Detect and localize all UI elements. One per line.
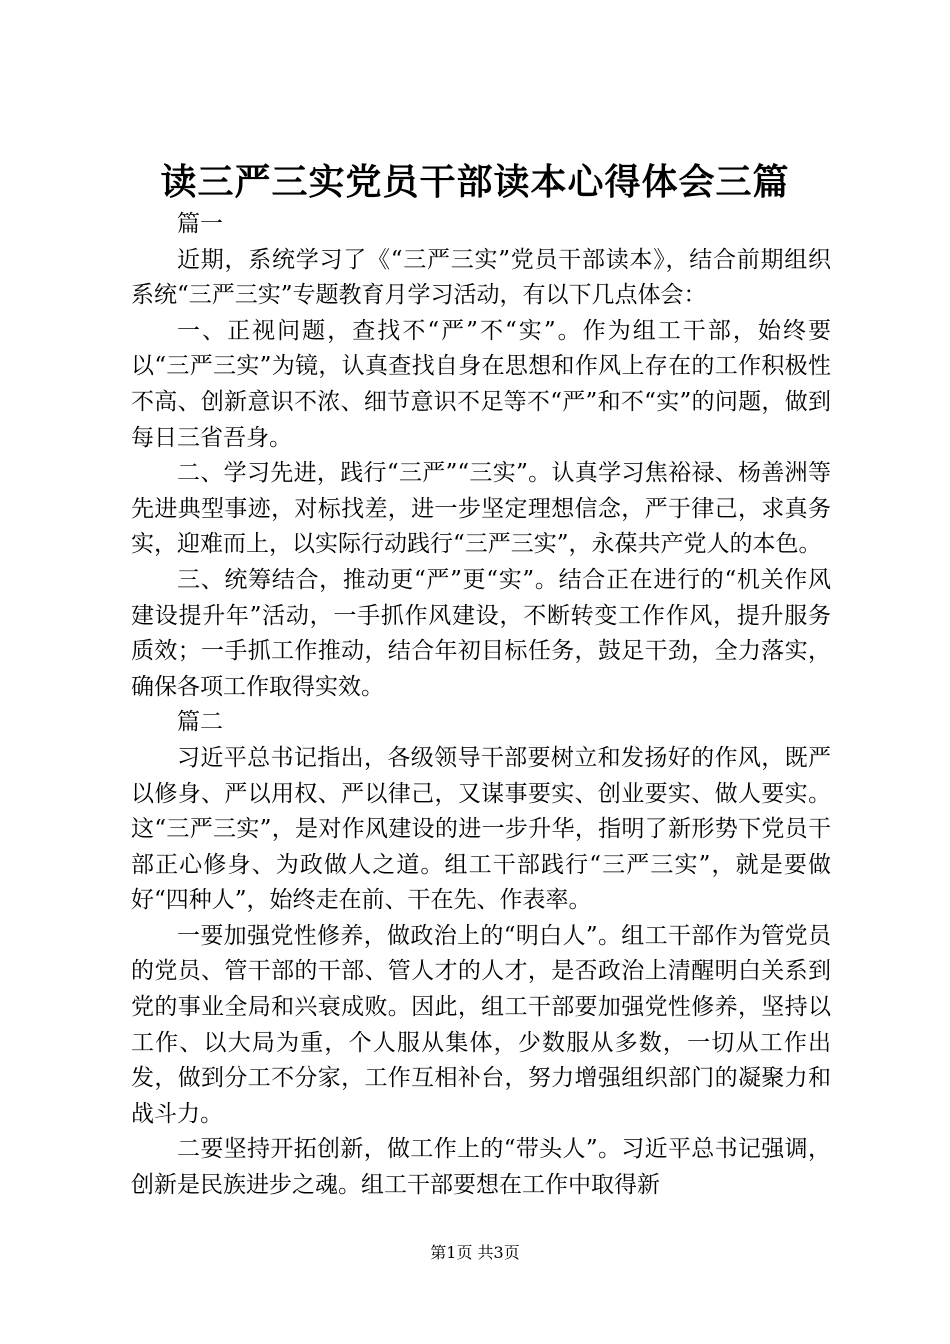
paragraph: 一要加强党性修养，做政治上的“明白人”。组工干部作为管党员的党员、管干部的干部、管人才的人才，是否政治上清醒明白关系到党的事业全局和兴衰成败。因此，组工干部要加强党性修养，坚持以工作、以大局为重，个人服从集体，少数服从多数，一切从工作出发，做到分工不分家，工作互相补台，努力增强组织部门的凝聚力和战斗力。 [131, 922, 831, 1127]
section-heading-1: 篇一 [177, 211, 223, 237]
document-title: 读三严三实党员干部读本心得体会三篇 [160, 161, 790, 203]
paragraph: 二要坚持开拓创新，做工作上的“带头人”。习近平总书记强调，创新是民族进步之魂。组工干部要想在工作中取得新 [131, 1136, 831, 1199]
paragraph: 三、统筹结合，推动更“严”更“实”。结合正在进行的“机关作风建设提升年”活动，一手抓作风建设，不断转变工作作风，提升服务质效；一手抓工作推动，结合年初目标任务，鼓足干劲，全力落实，确保各项工作取得实效。 [131, 566, 831, 700]
section-heading-2: 篇二 [177, 709, 223, 736]
paragraph: 一、正视问题，查找不“严”不“实”。作为组工干部，始终要以“三严三实”为镜，认真查找自身在思想和作风上存在的工作积极性不高、创新意识不浓、细节意识不足等不“严”和不“实”的问题，做到每日三省吾身。 [131, 317, 831, 451]
document-body [131, 207, 831, 1204]
paragraph: 习近平总书记指出，各级领导干部要树立和发扬好的作风，既严以修身、严以用权、严以律己，又谋事要实、创业要实、做人要实。这“三严三实”，是对作风建设的进一步升华，指明了新形势下党员干部正心修身、为政做人之道。组工干部践行“三严三实”，就是要做好“四种人”，始终走在前、干在先、作表率。 [131, 744, 831, 914]
paragraph: 近期，系统学习了《“三严三实”党员干部读本》，结合前期组织系统“三严三实”专题教育月学习活动，有以下几点体会： [131, 246, 831, 309]
page-footer: 第1页 共3页 [430, 1243, 520, 1262]
paragraph: 二、学习先进，践行“三严”“三实”。认真学习焦裕禄、杨善洲等先进典型事迹，对标找差，进一步坚定理想信念，严于律己，求真务实，迎难而上，以实际行动践行“三严三实”，永葆共产党人的本色。 [131, 460, 831, 558]
